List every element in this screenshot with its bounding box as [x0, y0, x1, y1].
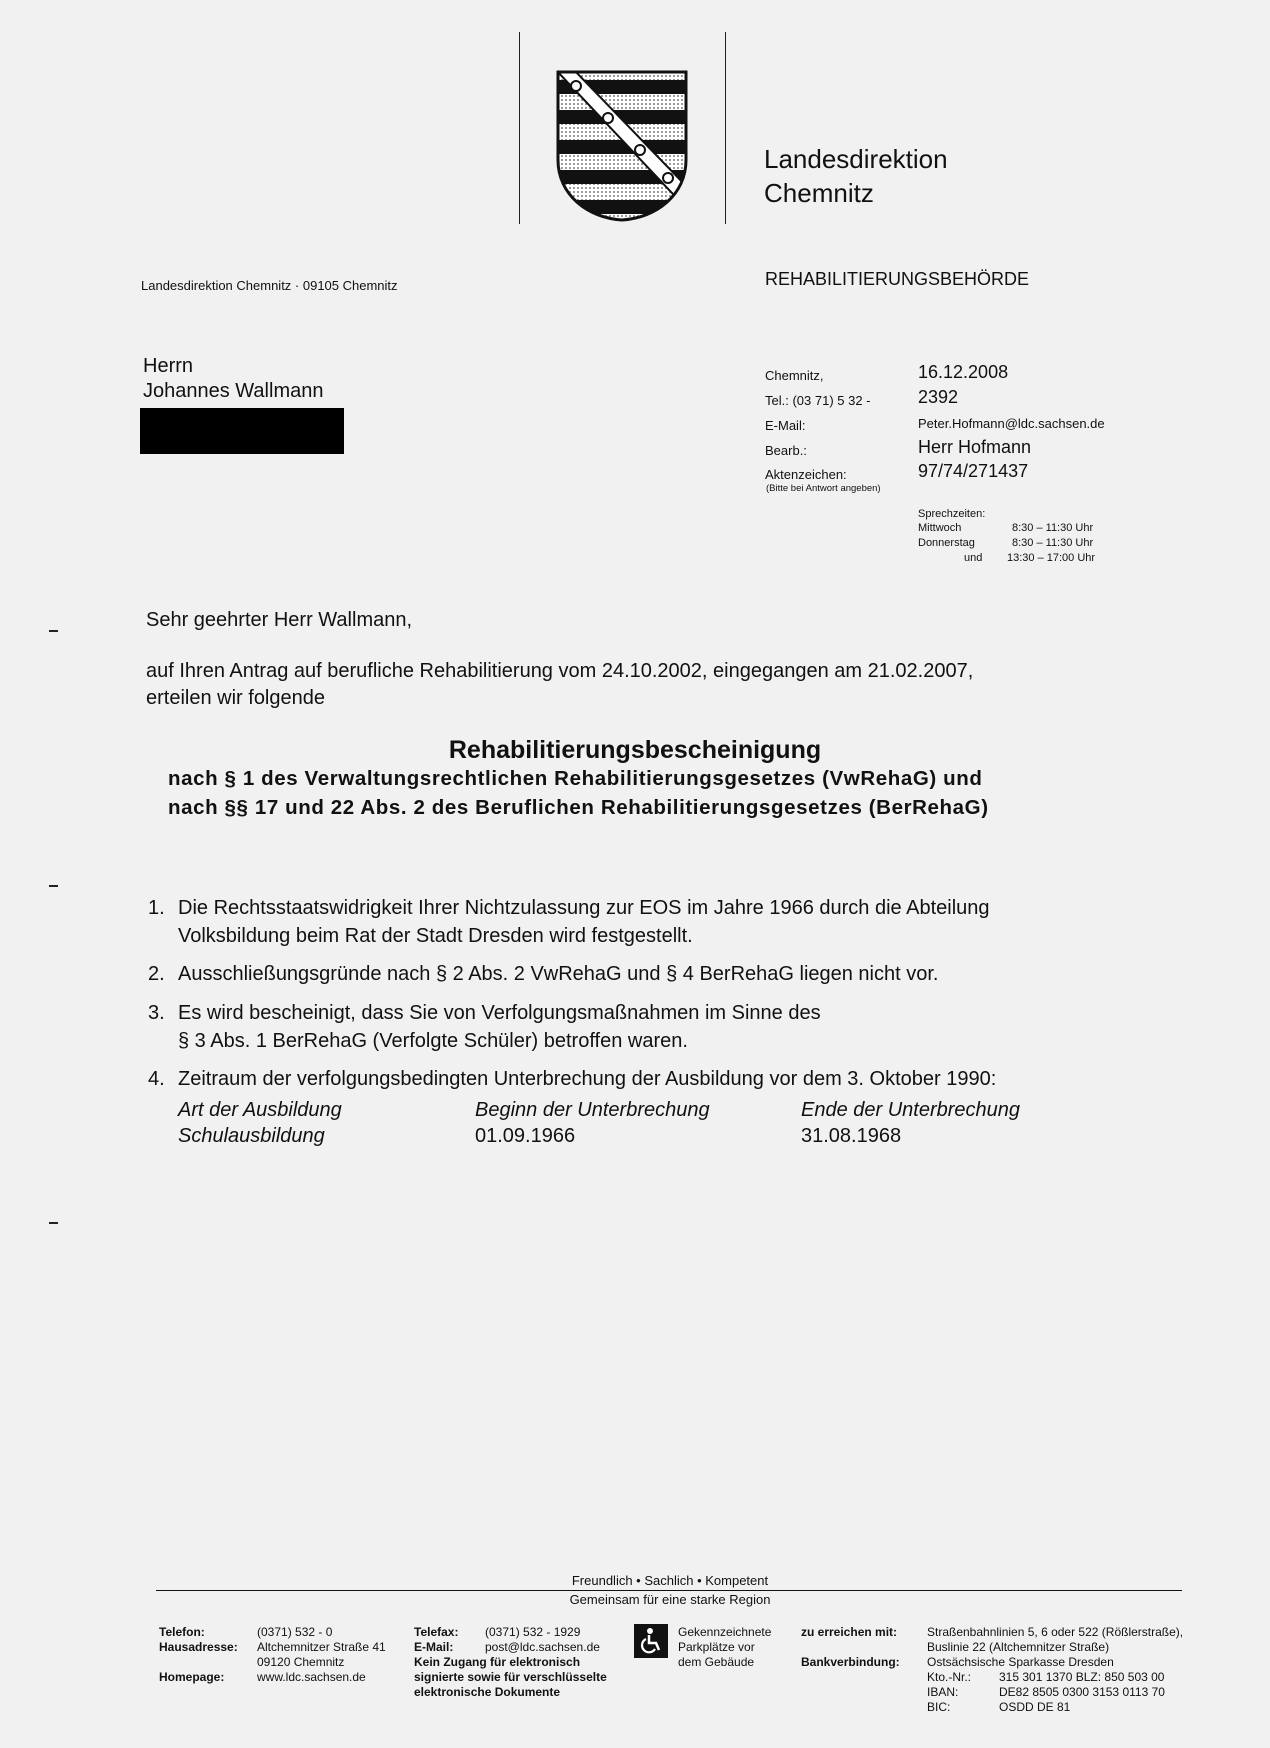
list-item-number: 3. — [148, 1002, 165, 1024]
footer-tel-label: Telefon: — [159, 1625, 205, 1639]
email-label: E-Mail: — [765, 418, 806, 433]
footer-bic-label: BIC: — [927, 1700, 951, 1714]
footer-no-signature-note-line3: elektronische Dokumente — [414, 1685, 561, 1699]
footer-account: 315 301 1370 BLZ: 850 503 00 — [999, 1670, 1165, 1684]
office-hours-day2: Donnerstag — [918, 537, 975, 549]
tel-extension: 2392 — [918, 387, 959, 407]
footer-no-signature-note-line1: Kein Zugang für elektronisch — [414, 1655, 581, 1669]
office-hours-title: Sprechzeiten: — [918, 508, 986, 520]
bearb-value: Herr Hofmann — [918, 437, 1032, 457]
footer-no-signature-note-line2: signierte sowie für verschlüsselte — [414, 1670, 607, 1684]
table-value-begin: 01.09.1966 — [475, 1125, 576, 1147]
list-item — [148, 897, 990, 920]
footer-address-line1: Altchemnitzer Straße 41 — [257, 1640, 386, 1654]
department-name: REHABILITIERUNGSBEHÖRDE — [765, 269, 1030, 289]
footer-parking-line1: Gekennzeichnete — [678, 1625, 772, 1639]
footer-address-line2: 09120 Chemnitz — [257, 1655, 345, 1669]
az-label: Aktenzeichen: — [765, 467, 847, 482]
list-item-number: 4. — [148, 1068, 165, 1090]
table-value-end: 31.08.1968 — [801, 1125, 902, 1147]
footer-address-label: Hausadresse: — [159, 1640, 238, 1654]
footer-homepage-label: Homepage: — [159, 1670, 225, 1684]
letter-date: 16.12.2008 — [918, 362, 1009, 382]
footer-homepage: www.ldc.sachsen.de — [257, 1670, 366, 1684]
list-item-text: Es wird bescheinigt, dass Sie von Verfolgungsmaßnahmen im Sinne des — [178, 1002, 821, 1024]
list-item — [148, 1068, 996, 1091]
list-item-continuation: § 3 Abs. 1 BerRehaG (Verfolgte Schüler) betroffen waren. — [178, 1030, 688, 1052]
footer-reach-line2: Buslinie 22 (Altchemnitzer Straße) — [927, 1640, 1110, 1654]
list-item — [148, 963, 938, 986]
fold-mark-2 — [49, 885, 58, 887]
tel-label: Tel.: (03 71) 5 32 - — [765, 393, 871, 408]
saxony-coat-of-arms-icon — [556, 70, 688, 222]
certificate-subheading-1: nach § 1 des Verwaltungsrechtlichen Rehabilitierungsgesetzes (VwRehaG) und — [168, 767, 983, 790]
sender-line: Landesdirektion Chemnitz · 09105 Chemnitz — [141, 278, 398, 293]
intro-line1: auf Ihren Antrag auf berufliche Rehabilitierung vom 24.10.2002, eingegangen am 21.02.2007, — [146, 660, 974, 682]
bearb-label: Bearb.: — [765, 443, 807, 458]
office-hours-time2: 8:30 – 11:30 Uhr — [1012, 537, 1094, 549]
list-item-number: 2. — [148, 963, 165, 985]
footer-parking-line3: dem Gebäude — [678, 1655, 755, 1669]
footer-email: post@ldc.sachsen.de — [485, 1640, 600, 1654]
list-item-text: Die Rechtsstaatswidrigkeit Ihrer Nichtzulassung zur EOS im Jahre 1966 durch die Abteilung — [178, 897, 990, 919]
table-header-end: Ende der Unterbrechung — [801, 1099, 1021, 1121]
org-name-line1: Landesdirektion — [764, 144, 948, 174]
footer-bank-label: Bankverbindung: — [801, 1655, 900, 1669]
fold-mark-3 — [49, 1222, 58, 1224]
office-hours-day3: und — [964, 552, 983, 564]
certificate-heading: Rehabilitierungsbescheinigung — [448, 736, 822, 764]
footer-rule — [156, 1590, 1182, 1591]
footer-iban-label: IBAN: — [927, 1685, 959, 1699]
footer-reach-label: zu erreichen mit: — [801, 1625, 898, 1639]
list-item — [148, 1002, 821, 1025]
az-value: 97/74/271437 — [918, 461, 1029, 481]
footer-motto: Freundlich • Sachlich • Kompetent — [571, 1573, 769, 1588]
org-name-line2: Chemnitz — [764, 178, 874, 208]
office-hours-time1: 8:30 – 11:30 Uhr — [1012, 522, 1094, 534]
recipient-salutation: Herrn — [143, 355, 194, 377]
footer-bank: Ostsächsische Sparkasse Dresden — [927, 1655, 1114, 1669]
table-value-type: Schulausbildung — [178, 1125, 325, 1147]
footer-fax-label: Telefax: — [414, 1625, 459, 1639]
footer-fax: (0371) 532 - 1929 — [485, 1625, 581, 1639]
greeting: Sehr geehrter Herr Wallmann, — [146, 609, 413, 631]
wheelchair-accessible-icon — [634, 1624, 668, 1658]
intro-line2: erteilen wir folgende — [146, 687, 325, 709]
list-item-number: 1. — [148, 897, 165, 919]
office-hours-day1: Mittwoch — [918, 522, 962, 534]
header-divider-right — [725, 32, 726, 224]
footer-email-label: E-Mail: — [414, 1640, 454, 1654]
footer-reach-line1: Straßenbahnlinien 5, 6 oder 522 (Rößlerstraße), — [927, 1625, 1184, 1639]
table-header-type: Art der Ausbildung — [178, 1099, 342, 1121]
footer-parking-line2: Parkplätze vor — [678, 1640, 755, 1654]
table-header-begin: Beginn der Unterbrechung — [475, 1099, 710, 1121]
list-item-text: Ausschließungsgründe nach § 2 Abs. 2 VwRehaG und § 4 BerRehaG liegen nicht vor. — [178, 963, 939, 985]
redacted-address-block — [140, 408, 344, 454]
office-hours-time3: 13:30 – 17:00 Uhr — [1007, 552, 1096, 564]
list-item-continuation: Volksbildung beim Rat der Stadt Dresden wird festgestellt. — [178, 925, 693, 947]
footer-motto-region: Gemeinsam für eine starke Region — [569, 1592, 771, 1607]
recipient-name: Johannes Wallmann — [143, 380, 324, 402]
az-note: (Bitte bei Antwort angeben) — [766, 483, 881, 494]
fold-mark-1 — [49, 630, 58, 632]
place-label: Chemnitz, — [765, 368, 824, 383]
certificate-subheading-2: nach §§ 17 und 22 Abs. 2 des Beruflichen Rehabilitierungsgesetzes (BerRehaG) — [168, 796, 989, 819]
footer-account-label: Kto.-Nr.: — [927, 1670, 972, 1684]
footer-iban: DE82 8505 0300 3153 0113 70 — [999, 1685, 1165, 1699]
footer-bic: OSDD DE 81 — [999, 1700, 1071, 1714]
list-item-text: Zeitraum der verfolgungsbedingten Unterbrechung der Ausbildung vor dem 3. Oktober 1990: — [178, 1068, 997, 1090]
header-divider-left — [519, 32, 520, 224]
footer-tel: (0371) 532 - 0 — [257, 1625, 333, 1639]
email-value: Peter.Hofmann@ldc.sachsen.de — [918, 416, 1105, 431]
